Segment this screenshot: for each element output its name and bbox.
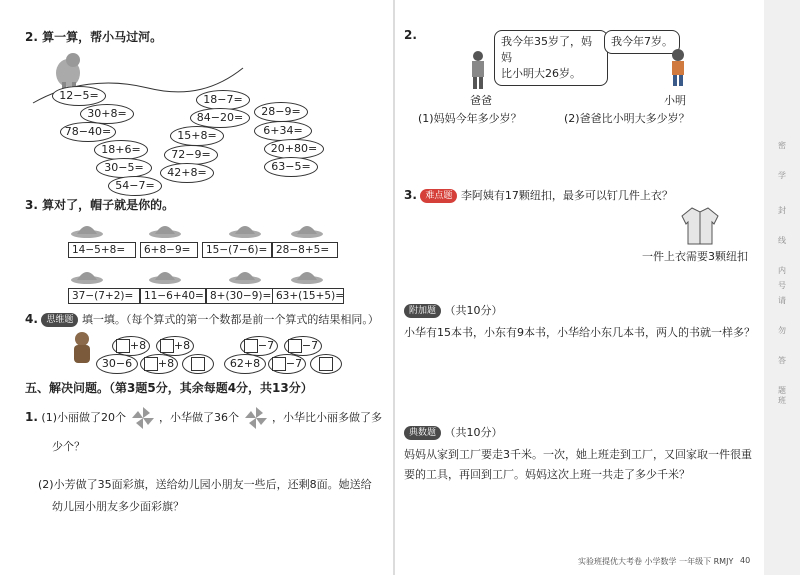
chain-op: −7	[301, 339, 319, 352]
sidebar-char: 答	[778, 356, 786, 365]
dad-label: 爸爸	[470, 94, 492, 107]
r-q3-text: 李阿姨有17颗纽扣，最多可以钉几件上衣？	[460, 189, 673, 202]
q4-badge: 思维题	[41, 313, 78, 327]
chain-op: +8	[157, 357, 175, 370]
section5-heading: 五、解决问题。（第3题5分，其余每题4分，共13分）	[25, 381, 313, 395]
classic-text-line2: 要的工具，再回到工厂。妈妈这次上班一共走了多少千米？	[404, 468, 690, 481]
dad-bubble-line1: 我今年35岁了，妈妈	[501, 35, 592, 64]
chain-oval[interactable]	[182, 354, 214, 374]
kid-label: 小明	[664, 94, 686, 107]
r-q3-number: 3.	[404, 188, 417, 202]
q3-heading: 3. 算对了，帽子就是你的。	[25, 198, 175, 212]
kid-speech-bubble: 我今年7岁。	[604, 30, 680, 54]
chain-oval[interactable]: 62+8	[224, 354, 266, 374]
bear-illustration	[68, 330, 96, 366]
sidebar-char: 题	[778, 386, 786, 395]
answer-box[interactable]	[244, 339, 258, 353]
dad-bubble-line2: 比小明大26岁。	[501, 67, 581, 80]
chain-oval[interactable]	[140, 354, 178, 374]
hat-icon	[70, 220, 104, 238]
oval-expression[interactable]: 20+80=	[264, 139, 324, 159]
oval-expression[interactable]: 63−5=	[264, 157, 318, 177]
s5-q1-part1-b: ，小华做了36个	[159, 411, 240, 424]
chain-oval[interactable]	[268, 354, 306, 374]
s5-q1-part2-line2: 幼儿园小朋友多少面彩旗？	[52, 500, 184, 513]
r-q3-note: 一件上衣需要3颗纽扣	[642, 250, 748, 263]
hat-expression-box[interactable]: 6+8−9=	[140, 242, 198, 258]
chain-oval[interactable]	[284, 336, 322, 356]
hat-icon	[70, 266, 104, 284]
sidebar-mark: 号	[778, 281, 786, 290]
sidebar-mark: 班	[778, 396, 786, 405]
sidebar-char: 内	[778, 266, 786, 275]
r-q3-line	[404, 188, 673, 203]
kid-figure	[667, 48, 689, 88]
q4-number: 4.	[25, 312, 38, 326]
sidebar-char: 请	[778, 296, 786, 305]
oval-expression[interactable]: 12−5=	[52, 86, 106, 106]
oval-expression[interactable]: 30+8=	[80, 104, 134, 124]
answer-box[interactable]	[272, 357, 286, 371]
s5-q1-part1-a: (1)小丽做了20个	[41, 411, 127, 424]
answer-box[interactable]	[191, 357, 205, 371]
oval-expression[interactable]: 54−7=	[108, 176, 162, 196]
r-q3-badge: 难点题	[420, 189, 457, 203]
hat-expression-box[interactable]: 11−6+40=	[140, 288, 206, 304]
hat-icon	[228, 266, 262, 284]
dad-figure	[466, 50, 490, 90]
chain-oval[interactable]	[240, 336, 278, 356]
s5-q1-line1	[25, 407, 382, 429]
hat-expression-box[interactable]: 37−(7+2)=	[68, 288, 140, 304]
oval-expression[interactable]: 30−5=	[96, 158, 152, 178]
q4-heading	[25, 312, 379, 327]
hat-icon	[228, 220, 262, 238]
hat-expression-box[interactable]: 63+(15+5)=	[272, 288, 344, 304]
binding-sidebar	[764, 0, 800, 575]
bonus-text: 小华有15本书，小东有9本书，小华给小东几本书，两人的书就一样多？	[404, 326, 755, 339]
oval-expression[interactable]: 42+8=	[160, 163, 214, 183]
chain-op: +8	[173, 339, 191, 352]
page-fold	[393, 0, 395, 575]
oval-expression[interactable]: 18+6=	[94, 140, 148, 160]
s5-q1-number: 1.	[25, 410, 38, 424]
oval-expression[interactable]: 6+34=	[254, 121, 312, 141]
bonus-heading	[404, 304, 503, 318]
answer-box[interactable]	[116, 339, 130, 353]
chain-oval[interactable]	[156, 336, 194, 356]
s5-q1-part2-line1: (2)小芳做了35面彩旗，送给幼儿园小朋友一些后，还剩8面。她送给	[38, 478, 372, 491]
q4-text: 填一填。（每个算式的第一个数都是前一个算式的结果相同。）	[81, 313, 379, 326]
hat-icon	[148, 220, 182, 238]
pinwheel-icon	[243, 407, 269, 429]
sidebar-char: 勿	[778, 326, 786, 335]
hat-icon	[148, 266, 182, 284]
page-number: 40	[740, 556, 751, 565]
answer-box[interactable]	[160, 339, 174, 353]
classic-score: （共10分）	[444, 426, 503, 439]
hat-expression-box[interactable]: 28−8+5=	[272, 242, 338, 258]
footer-text: 实验班提优大考卷 小学数学 一年级下 RMJY	[578, 557, 734, 566]
bonus-badge: 附加题	[404, 304, 441, 318]
hat-expression-box[interactable]: 15−(7−6)=	[202, 242, 272, 258]
answer-box[interactable]	[144, 357, 158, 371]
r-q2-number: 2.	[404, 28, 417, 42]
sidebar-char: 密	[778, 141, 786, 150]
oval-expression[interactable]: 28−9=	[254, 102, 308, 122]
dad-speech-bubble	[494, 30, 608, 86]
pinwheel-icon	[130, 407, 156, 429]
sidebar-char: 封	[778, 206, 786, 215]
sidebar-mark: 学	[778, 171, 786, 180]
hat-expression-box[interactable]: 8+(30−9)=	[206, 288, 276, 304]
chain-op: −7	[285, 357, 303, 370]
bonus-score: （共10分）	[444, 304, 503, 317]
jacket-illustration	[680, 204, 720, 246]
oval-expression[interactable]: 72−9=	[164, 145, 218, 165]
r-q2-sub1: (1)妈妈今年多少岁？	[418, 112, 522, 125]
classic-badge: 典数题	[404, 426, 441, 440]
chain-oval[interactable]	[310, 354, 342, 374]
chain-op: +8	[129, 339, 147, 352]
chain-op: −7	[257, 339, 275, 352]
answer-box[interactable]	[288, 339, 302, 353]
oval-expression[interactable]: 15+8=	[170, 126, 224, 146]
oval-expression[interactable]: 18−7=	[196, 90, 250, 110]
answer-box[interactable]	[319, 357, 333, 371]
chain-oval[interactable]: 30−6	[96, 354, 138, 374]
s5-q1-part1-c: ，小华比小丽多做了多	[272, 411, 383, 424]
chain-oval[interactable]	[112, 336, 150, 356]
s5-q1-line2: 少个？	[52, 440, 85, 453]
hat-icon	[290, 266, 324, 284]
hat-icon	[290, 220, 324, 238]
classic-heading	[404, 426, 503, 440]
oval-expression[interactable]: 78−40=	[60, 122, 116, 142]
q2-heading: 2. 算一算，帮小马过河。	[25, 30, 163, 44]
sidebar-char: 线	[778, 236, 786, 245]
hat-expression-box[interactable]: 14−5+8=	[68, 242, 136, 258]
classic-text-line1: 妈妈从家到工厂要走3千米。一次，她上班走到工厂，又回家取一件很重	[404, 448, 752, 461]
r-q2-sub2: (2)爸爸比小明大多少岁？	[564, 112, 690, 125]
oval-expression[interactable]: 84−20=	[190, 108, 250, 128]
